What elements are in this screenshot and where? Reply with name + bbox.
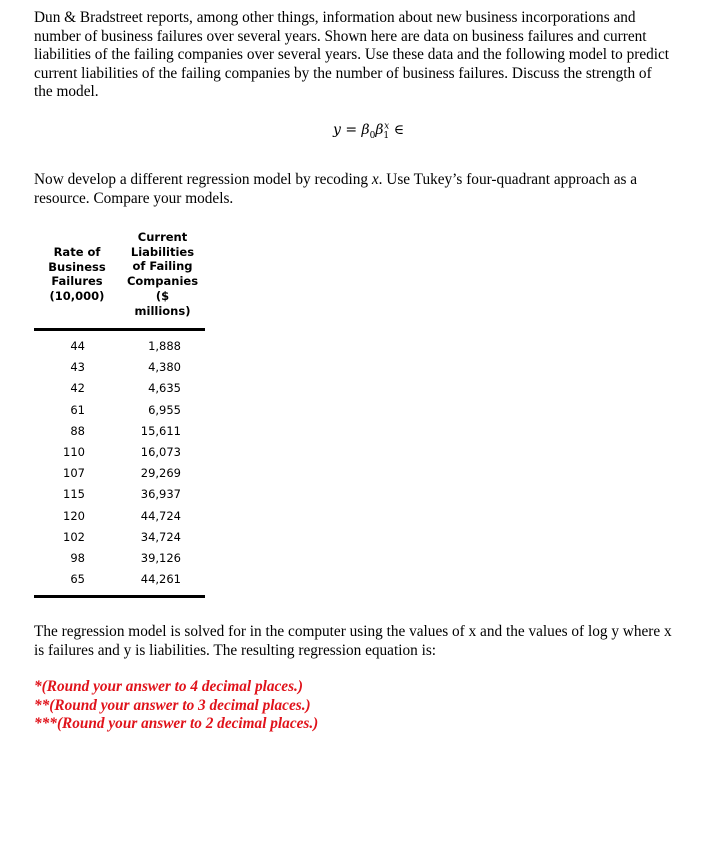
table-row — [34, 442, 205, 463]
header-current-liabilities — [120, 230, 205, 318]
formula-equals: = — [345, 122, 358, 138]
rounding-notes — [34, 678, 318, 734]
rounding-note-3-decimals: **(Round your answer to 3 decimal places.) — [34, 696, 311, 714]
failures-cell: 44 — [70, 339, 85, 353]
table-row — [34, 527, 205, 548]
header-line: millions) — [134, 303, 191, 318]
failures-cell: 115 — [63, 487, 85, 502]
formula-beta1-subscript: 1 — [383, 130, 390, 141]
header-line: Business — [48, 259, 106, 274]
table-row — [34, 336, 205, 357]
liabilities-cell: 36,937 — [140, 487, 181, 502]
failures-cell: 102 — [63, 529, 85, 544]
failures-cell: 107 — [63, 466, 85, 481]
table-row — [34, 548, 205, 569]
recoding-variable-x: x — [371, 171, 379, 188]
failures-liabilities-table — [34, 230, 205, 598]
failures-cell: 120 — [63, 508, 85, 523]
header-line: Liabilities — [130, 244, 195, 259]
liabilities-cell: 16,073 — [140, 444, 181, 459]
formula-y: y — [332, 122, 341, 138]
formula-beta1-exponent: x — [384, 121, 390, 132]
liabilities-cell: 34,724 — [140, 529, 181, 544]
formula-error-term: ∈ — [393, 122, 405, 138]
rounding-note-2-decimals: ***(Round your answer to 2 decimal places.) — [34, 715, 319, 732]
recoding-text-part2: . Use Tukey’s four-quadrant approach as a resource. Compare your models. — [34, 171, 638, 207]
problem-intro-paragraph: Dun & Bradstreet reports, among other things, information about new business incorporations and number of business failures over several years. Shown here are data on business failures and current liabilities of the failing companies over several years. Use these data and the following model to predict current liabilities of the failing companies by the number of business failures. Discuss the strength of the model. — [34, 9, 670, 100]
liabilities-cell: 4,635 — [148, 381, 181, 396]
failures-cell: 61 — [70, 402, 85, 417]
header-line: ($ — [155, 288, 170, 303]
table-row — [34, 463, 205, 484]
failures-cell: 110 — [63, 444, 85, 459]
liabilities-cell: 39,126 — [140, 550, 181, 565]
formula-beta0-subscript: 0 — [369, 130, 376, 141]
table-row — [34, 421, 205, 442]
header-line: Rate of — [53, 245, 101, 259]
header-rate-of-business-failures — [34, 245, 120, 304]
failures-cell: 43 — [70, 360, 85, 375]
model-formula — [0, 121, 707, 141]
recoding-text-part1: Now develop a different regression model by recoding — [34, 171, 372, 188]
regression-description-paragraph: The regression model is solved for in the computer using the values of x and the values of log y where x is failures and y is liabilities. The resulting regression equation is: — [34, 623, 672, 659]
header-line: Current — [137, 230, 188, 244]
failures-cell: 42 — [70, 381, 85, 396]
table-row — [34, 506, 205, 527]
liabilities-cell: 29,269 — [140, 466, 181, 481]
header-line: Companies — [126, 274, 199, 289]
table-row — [34, 400, 205, 421]
table-header — [34, 230, 205, 328]
table-body — [34, 331, 205, 595]
rounding-note-4-decimals: *(Round your answer to 4 decimal places.) — [34, 678, 303, 695]
liabilities-cell: 6,955 — [148, 402, 181, 417]
liabilities-cell: 1,888 — [148, 339, 181, 353]
table-row — [34, 378, 205, 399]
liabilities-cell: 44,261 — [140, 572, 181, 587]
header-line: of Failing — [132, 259, 193, 274]
failures-cell: 88 — [70, 423, 85, 438]
table-row — [34, 357, 205, 378]
formula-beta0: β — [361, 122, 370, 138]
table-row — [34, 569, 205, 590]
formula-beta1: β — [375, 122, 384, 138]
failures-cell: 98 — [70, 550, 85, 565]
formula-expression — [303, 121, 405, 141]
liabilities-cell: 4,380 — [148, 360, 181, 375]
table-bottom-rule — [34, 595, 205, 598]
header-line: (10,000) — [49, 289, 105, 304]
failures-cell: 65 — [70, 572, 85, 587]
liabilities-cell: 15,611 — [140, 423, 181, 438]
recoding-instruction-paragraph — [34, 171, 674, 208]
header-line: Failures — [51, 274, 103, 289]
table-row — [34, 484, 205, 505]
liabilities-cell: 44,724 — [140, 508, 181, 523]
